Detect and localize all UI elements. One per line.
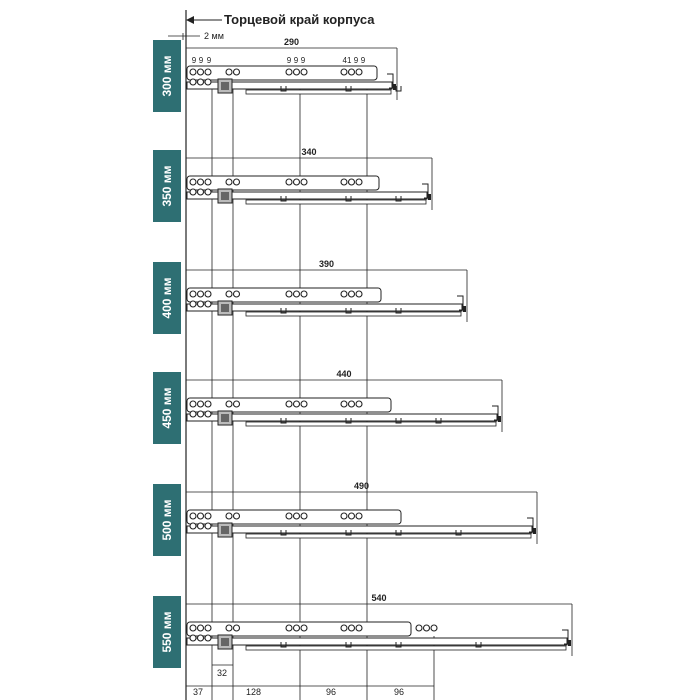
row-5 (153, 481, 537, 556)
mount-hole (341, 625, 347, 631)
bottom-dim-96-a: 96 (326, 687, 337, 697)
row-4 (153, 369, 502, 444)
mount-hole (294, 401, 300, 407)
slide-rail-lower (246, 534, 531, 538)
mount-hole (198, 523, 204, 529)
mechanism-core (221, 638, 229, 646)
mechanism-core (221, 414, 229, 422)
mount-hole (198, 625, 204, 631)
mount-hole (190, 401, 196, 407)
mount-hole (190, 635, 196, 641)
mechanism-core (221, 192, 229, 200)
end-clip-tab (533, 528, 536, 534)
mount-hole (205, 291, 211, 297)
mount-hole (234, 291, 240, 297)
mount-hole (226, 513, 232, 519)
slide-rail-lower (246, 90, 391, 94)
hole-dim-label: 9 (300, 56, 306, 65)
mount-hole (286, 291, 292, 297)
rows-layer (153, 37, 572, 668)
mount-hole (198, 301, 204, 307)
mount-hole (198, 69, 204, 75)
mount-hole (234, 625, 240, 631)
mount-hole (356, 625, 362, 631)
hole-dim-label: 9 (360, 56, 366, 65)
mount-hole (341, 291, 347, 297)
size-label: 350 мм (160, 165, 174, 207)
edge-header (168, 10, 375, 700)
mount-hole (301, 291, 307, 297)
hole-dim-label: 9 (286, 56, 292, 65)
hole-dim-label: 9 (293, 56, 299, 65)
mount-hole (205, 79, 211, 85)
mount-hole (286, 625, 292, 631)
mount-hole (294, 179, 300, 185)
mount-hole (205, 635, 211, 641)
size-label: 450 мм (160, 387, 174, 429)
mount-hole (301, 179, 307, 185)
length-label: 390 (318, 259, 335, 269)
mount-hole (294, 513, 300, 519)
mount-hole (234, 179, 240, 185)
edge-arrow-head (186, 16, 194, 24)
edge-label: Торцевой край корпуса (224, 12, 375, 27)
mount-hole (301, 401, 307, 407)
mount-hole (198, 513, 204, 519)
mechanism-core (221, 82, 229, 90)
mount-hole (226, 179, 232, 185)
size-label: 300 мм (160, 55, 174, 97)
mount-hole (190, 523, 196, 529)
mount-hole (226, 69, 232, 75)
length-label: 540 (371, 593, 387, 603)
length-label: 340 (301, 147, 317, 157)
bottom-dimensions (186, 665, 434, 697)
mount-hole (205, 513, 211, 519)
mount-hole (198, 411, 204, 417)
mount-hole (301, 69, 307, 75)
mount-hole (341, 401, 347, 407)
length-label: 290 (283, 37, 300, 47)
size-label: 500 мм (160, 499, 174, 541)
mount-hole (205, 411, 211, 417)
mechanism-core (221, 526, 229, 534)
mount-hole (198, 179, 204, 185)
mount-hole (286, 513, 292, 519)
mount-hole (301, 625, 307, 631)
mount-hole (226, 625, 232, 631)
mount-hole (190, 411, 196, 417)
mount-hole (294, 291, 300, 297)
mount-hole (349, 513, 355, 519)
mount-hole (234, 513, 240, 519)
mount-hole (286, 179, 292, 185)
offset-label: 2 мм (204, 31, 224, 41)
hole-dim-label: 9 (198, 56, 204, 65)
mount-hole (205, 523, 211, 529)
mount-hole (190, 291, 196, 297)
mechanism-core (221, 304, 229, 312)
mount-hole (198, 189, 204, 195)
mount-hole (349, 291, 355, 297)
mount-hole (205, 625, 211, 631)
mount-hole (190, 625, 196, 631)
end-clip-tab (498, 416, 501, 422)
bottom-dim-96-b: 96 (394, 687, 405, 697)
mount-hole (205, 301, 211, 307)
hole-dim-label: 41 (342, 56, 352, 65)
mount-hole (205, 189, 211, 195)
mount-hole (198, 291, 204, 297)
mount-hole (349, 69, 355, 75)
mount-hole (198, 401, 204, 407)
slide-rail (187, 414, 497, 421)
mount-hole (356, 513, 362, 519)
hole-dim-label: 9 (191, 56, 197, 65)
mount-hole (416, 625, 422, 631)
end-clip-tab (568, 640, 571, 646)
mount-hole (301, 513, 307, 519)
mount-hole (205, 69, 211, 75)
row-3 (153, 259, 467, 334)
mount-hole (356, 291, 362, 297)
mount-hole (190, 79, 196, 85)
mount-hole (341, 179, 347, 185)
mount-hole (356, 401, 362, 407)
row-1 (153, 37, 401, 112)
mount-hole (356, 179, 362, 185)
mount-hole (341, 513, 347, 519)
mount-hole (226, 291, 232, 297)
hole-dim-label: 9 (353, 56, 359, 65)
mount-hole (190, 301, 196, 307)
mount-hole (198, 635, 204, 641)
length-label: 440 (336, 369, 352, 379)
mount-hole (226, 401, 232, 407)
size-label: 400 мм (160, 277, 174, 319)
mount-hole (190, 69, 196, 75)
mount-hole (190, 513, 196, 519)
mount-hole (349, 625, 355, 631)
slide-rail-lower (246, 646, 566, 650)
mount-hole (286, 401, 292, 407)
mount-hole (349, 401, 355, 407)
bottom-dim-37: 37 (193, 687, 204, 697)
mount-hole (198, 79, 204, 85)
mount-hole (356, 69, 362, 75)
size-label: 550 мм (160, 611, 174, 653)
slide-rail (187, 638, 567, 645)
mount-hole (294, 625, 300, 631)
mount-hole (431, 625, 437, 631)
length-label: 490 (353, 481, 370, 491)
mount-hole (190, 179, 196, 185)
end-clip-tab (463, 306, 466, 312)
mount-hole (190, 189, 196, 195)
slide-rail-lower (246, 312, 461, 316)
mount-hole (341, 69, 347, 75)
row-2 (153, 147, 432, 222)
mount-hole (205, 401, 211, 407)
mount-hole (349, 179, 355, 185)
hole-dim-label: 9 (206, 56, 212, 65)
mount-hole (234, 401, 240, 407)
mount-hole (205, 179, 211, 185)
mount-hole (294, 69, 300, 75)
small-dim-32: 32 (217, 668, 228, 678)
mount-hole (234, 69, 240, 75)
bottom-dim-128: 128 (246, 687, 262, 697)
row-6 (153, 593, 572, 668)
slide-rail (187, 526, 532, 533)
mount-hole (424, 625, 430, 631)
end-clip-tab (428, 194, 431, 200)
mount-hole (286, 69, 292, 75)
